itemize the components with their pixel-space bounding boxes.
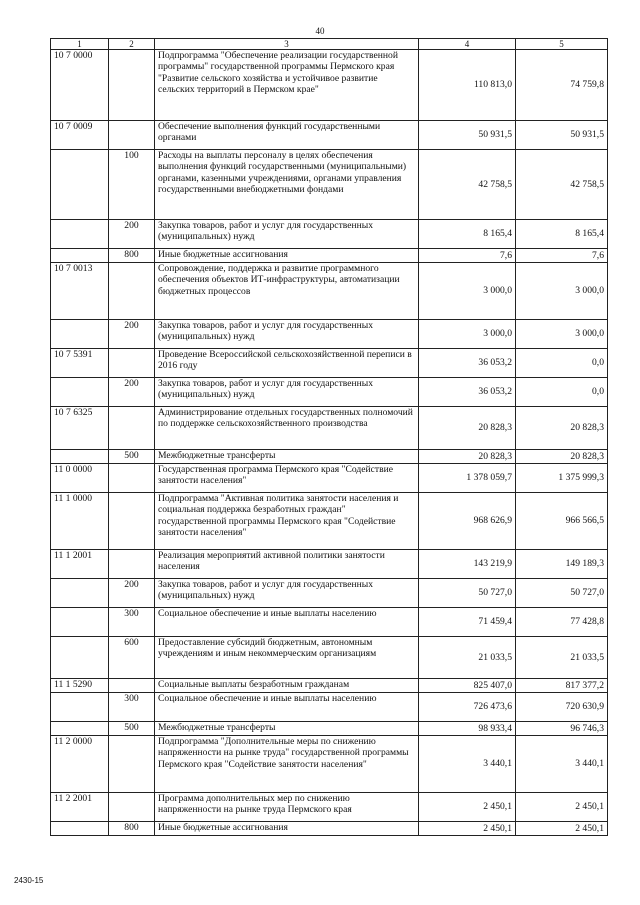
amount-year1: 3 000,0	[419, 263, 516, 320]
amount-year2: 0,0	[516, 378, 608, 407]
amount-year1: 2 450,1	[419, 822, 516, 836]
row-code	[51, 637, 109, 679]
row-name: Социальное обеспечение и иные выплаты населению	[155, 693, 419, 722]
expense-type-code: 300	[109, 608, 155, 637]
expense-type-code: 500	[109, 450, 155, 464]
amount-year1: 2 450,1	[419, 793, 516, 822]
row-name: Закупка товаров, работ и услуг для государственных (муниципальных) нужд	[155, 579, 419, 608]
budget-table	[50, 38, 608, 836]
expense-type-code	[109, 263, 155, 320]
amount-year1: 143 219,9	[419, 550, 516, 579]
expense-type-code	[109, 50, 155, 121]
row-name: Межбюджетные трансферты	[155, 450, 419, 464]
row-name: Закупка товаров, работ и услуг для государственных (муниципальных) нужд	[155, 378, 419, 407]
row-code: 10 7 0013	[51, 263, 109, 320]
table-row	[51, 550, 608, 579]
row-code	[51, 220, 109, 249]
column-header: 5	[516, 39, 608, 50]
expense-type-code	[109, 407, 155, 450]
table-row	[51, 121, 608, 150]
expense-type-code	[109, 493, 155, 550]
document-code: 2430-15	[14, 876, 44, 885]
amount-year1: 825 407,0	[419, 679, 516, 693]
amount-year1: 110 813,0	[419, 50, 516, 121]
amount-year2: 3 440,1	[516, 736, 608, 793]
table-row	[51, 579, 608, 608]
row-code: 11 1 2001	[51, 550, 109, 579]
row-name: Иные бюджетные ассигнования	[155, 822, 419, 836]
amount-year2: 96 746,3	[516, 722, 608, 736]
amount-year2: 817 377,2	[516, 679, 608, 693]
expense-type-code: 500	[109, 722, 155, 736]
expense-type-code: 800	[109, 249, 155, 263]
expense-type-code	[109, 464, 155, 493]
row-name: Администрирование отдельных государственных полномочий по поддержке сельскохозяйственного производства	[155, 407, 419, 450]
row-code	[51, 822, 109, 836]
expense-type-code: 800	[109, 822, 155, 836]
amount-year2: 149 189,3	[516, 550, 608, 579]
row-code	[51, 378, 109, 407]
amount-year1: 8 165,4	[419, 220, 516, 249]
table-header-row	[51, 39, 608, 50]
amount-year1: 1 378 059,7	[419, 464, 516, 493]
table-row	[51, 693, 608, 722]
expense-type-code: 200	[109, 579, 155, 608]
amount-year2: 966 566,5	[516, 493, 608, 550]
amount-year2: 20 828,3	[516, 450, 608, 464]
row-code: 11 0 0000	[51, 464, 109, 493]
row-name: Социальные выплаты безработным гражданам	[155, 679, 419, 693]
table-row	[51, 637, 608, 679]
row-name: Подпрограмма "Дополнительные меры по снижению напряженности на рынке труда" государственной программы Пермского края "Содействие занятости населения"	[155, 736, 419, 793]
table-row	[51, 249, 608, 263]
row-code: 11 2 0000	[51, 736, 109, 793]
table-row	[51, 450, 608, 464]
row-name: Государственная программа Пермского края "Содействие занятости населения"	[155, 464, 419, 493]
table-row	[51, 320, 608, 349]
expense-type-code	[109, 550, 155, 579]
row-name: Подпрограмма "Обеспечение реализации государственной программы" государственной программы Пермского края "Развитие сельского хозяйства и устойчивое развитие сельских территорий в Пермском крае"	[155, 50, 419, 121]
row-name: Проведение Всероссийской сельскохозяйственной переписи в 2016 году	[155, 349, 419, 378]
amount-year2: 2 450,1	[516, 793, 608, 822]
amount-year1: 36 053,2	[419, 378, 516, 407]
amount-year1: 7,6	[419, 249, 516, 263]
table-row	[51, 407, 608, 450]
row-name: Закупка товаров, работ и услуг для государственных (муниципальных) нужд	[155, 220, 419, 249]
row-name: Обеспечение выполнения функций государственными органами	[155, 121, 419, 150]
table-row	[51, 793, 608, 822]
expense-type-code	[109, 736, 155, 793]
amount-year1: 21 033,5	[419, 637, 516, 679]
row-name: Межбюджетные трансферты	[155, 722, 419, 736]
expense-type-code: 200	[109, 320, 155, 349]
column-header: 3	[155, 39, 419, 50]
expense-type-code	[109, 679, 155, 693]
table-row	[51, 679, 608, 693]
row-code	[51, 693, 109, 722]
table-row	[51, 822, 608, 836]
page-number: 40	[315, 26, 325, 36]
expense-type-code	[109, 121, 155, 150]
amount-year1: 3 440,1	[419, 736, 516, 793]
row-code: 11 1 5290	[51, 679, 109, 693]
amount-year1: 3 000,0	[419, 320, 516, 349]
row-name: Подпрограмма "Активная политика занятости населения и социальная поддержка безработных граждан" государственной программы Пермского края "Содействие занятости населения"	[155, 493, 419, 550]
row-code	[51, 249, 109, 263]
table-row	[51, 263, 608, 320]
expense-type-code	[109, 793, 155, 822]
table-row	[51, 50, 608, 121]
amount-year2: 74 759,8	[516, 50, 608, 121]
table-row	[51, 493, 608, 550]
amount-year1: 50 727,0	[419, 579, 516, 608]
amount-year2: 7,6	[516, 249, 608, 263]
amount-year1: 726 473,6	[419, 693, 516, 722]
row-code	[51, 722, 109, 736]
row-code: 11 2 2001	[51, 793, 109, 822]
row-name: Иные бюджетные ассигнования	[155, 249, 419, 263]
row-code: 10 7 0000	[51, 50, 109, 121]
amount-year2: 50 931,5	[516, 121, 608, 150]
expense-type-code: 100	[109, 150, 155, 220]
amount-year1: 98 933,4	[419, 722, 516, 736]
row-code: 10 7 6325	[51, 407, 109, 450]
row-name: Социальное обеспечение и иные выплаты населению	[155, 608, 419, 637]
table-row	[51, 722, 608, 736]
amount-year1: 36 053,2	[419, 349, 516, 378]
row-code	[51, 608, 109, 637]
row-code: 10 7 5391	[51, 349, 109, 378]
column-header: 2	[109, 39, 155, 50]
amount-year2: 3 000,0	[516, 320, 608, 349]
expense-type-code: 600	[109, 637, 155, 679]
row-code	[51, 150, 109, 220]
row-code	[51, 579, 109, 608]
column-header: 1	[51, 39, 109, 50]
table-row	[51, 150, 608, 220]
amount-year2: 2 450,1	[516, 822, 608, 836]
table-row	[51, 378, 608, 407]
expense-type-code	[109, 349, 155, 378]
amount-year1: 20 828,3	[419, 407, 516, 450]
amount-year2: 0,0	[516, 349, 608, 378]
row-name: Сопровождение, поддержка и развитие программного обеспечения объектов ИТ-инфраструктуры, автоматизации бюджетных процессов	[155, 263, 419, 320]
amount-year1: 50 931,5	[419, 121, 516, 150]
amount-year2: 50 727,0	[516, 579, 608, 608]
row-name: Программа дополнительных мер по снижению напряженности на рынке труда Пермского края	[155, 793, 419, 822]
row-name: Предоставление субсидий бюджетным, автономным учреждениям и иным некоммерческим организациям	[155, 637, 419, 679]
amount-year2: 20 828,3	[516, 407, 608, 450]
amount-year2: 720 630,9	[516, 693, 608, 722]
row-code: 10 7 0009	[51, 121, 109, 150]
table-row	[51, 464, 608, 493]
table-row	[51, 349, 608, 378]
amount-year2: 3 000,0	[516, 263, 608, 320]
amount-year2: 8 165,4	[516, 220, 608, 249]
amount-year1: 42 758,5	[419, 150, 516, 220]
row-code	[51, 320, 109, 349]
amount-year2: 1 375 999,3	[516, 464, 608, 493]
row-name: Расходы на выплаты персоналу в целях обеспечения выполнения функций государственными (муниципальными) органами, казенными учреждениями, органами управления государственными внебюджетными фондами	[155, 150, 419, 220]
row-name: Реализация мероприятий активной политики занятости населения	[155, 550, 419, 579]
expense-type-code: 200	[109, 220, 155, 249]
table-row	[51, 608, 608, 637]
row-code	[51, 450, 109, 464]
amount-year1: 968 626,9	[419, 493, 516, 550]
amount-year2: 42 758,5	[516, 150, 608, 220]
column-header: 4	[419, 39, 516, 50]
row-code: 11 1 0000	[51, 493, 109, 550]
amount-year2: 77 428,8	[516, 608, 608, 637]
table-row	[51, 736, 608, 793]
amount-year2: 21 033,5	[516, 637, 608, 679]
expense-type-code: 200	[109, 378, 155, 407]
row-name: Закупка товаров, работ и услуг для государственных (муниципальных) нужд	[155, 320, 419, 349]
table-row	[51, 220, 608, 249]
amount-year1: 71 459,4	[419, 608, 516, 637]
amount-year1: 20 828,3	[419, 450, 516, 464]
expense-type-code: 300	[109, 693, 155, 722]
